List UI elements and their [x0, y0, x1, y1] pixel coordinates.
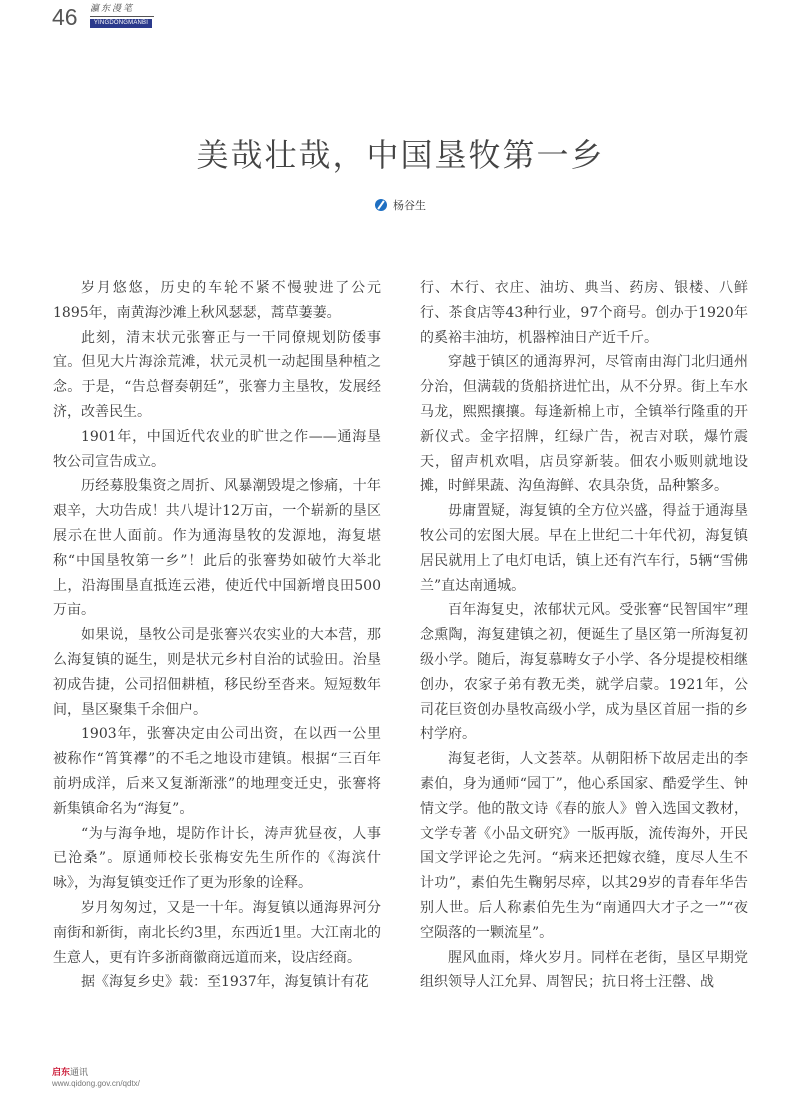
right-column: [420, 276, 748, 995]
byline: [0, 197, 801, 213]
paragraph: 据《海复乡史》载：至1937年，海复镇计有花: [81, 974, 369, 991]
pen-icon: [375, 199, 387, 211]
paragraph: 1903年，张謇决定由公司出资，在以西一公里被称作“筲箕襻”的不毛之地设市建镇。根据“三百年前坍成洋，后来又复渐渐涨”的地理变迁史，张謇将新集镇命名为“海复”。: [53, 726, 381, 817]
paragraph: 岁月匆匆过，又是一十年。海复镇以通海界河分南街和新街，南北长约3里，东西近1里。大江南北的生意人，更有许多浙商徽商远道而来，设店经商。: [53, 899, 381, 966]
paragraph: 历经募股集资之周折、风暴潮毁堤之惨痛，十年艰辛，大功告成！共八堤计12万亩，一个崭新的垦区展示在世人面前。作为通海垦牧的发源地，海复堪称“中国垦牧第一乡”！此后的张謇势如破竹大举北上，沿海围垦直抵连云港，使近代中国新增良田500万亩。: [53, 478, 381, 619]
paragraph: 1901年，中国近代农业的旷世之作——通海垦牧公司宣告成立。: [53, 428, 381, 470]
column-pinyin: YINGDONGMANBI: [90, 19, 152, 28]
footer-brand-part2: 通讯: [70, 1067, 89, 1077]
left-column: [53, 276, 381, 995]
paragraph: 此刻，清末状元张謇正与一干同僚规划防倭事宜。但见大片海涂荒滩，状元灵机一动起围垦种植之念。于是，“告总督奏朝廷”，张謇力主垦牧，发展经济，改善民生。: [53, 329, 381, 420]
paragraph: 如果说，垦牧公司是张謇兴农实业的大本营，那么海复镇的诞生，则是状元乡村自治的试验田。治垦初成告捷，公司招佃耕植，移民纷至沓来。短短数年间，垦区聚集千余佃户。: [53, 627, 381, 718]
footer: [52, 1067, 140, 1089]
paragraph: 岁月悠悠，历史的车轮不紧不慢驶进了公元1895年，南黄海沙滩上秋风瑟瑟，蒿草萋萋。: [53, 280, 381, 321]
author-name: 杨谷生: [393, 199, 426, 212]
paragraph: 海复老街，人文荟萃。从朝阳桥下故居走出的李素伯，身为通师“园丁”，他心系国家、酷爱学生、钟情文学。他的散文诗《春的旅人》曾入选国文教材，文学专著《小品文研究》一版再版，流传海外，开民国文学评论之先河。“病来还把嫁衣缝，度尽人生不计功”，素伯先生鞠躬尽瘁，以其29岁的青春年华告别人世。后人称素伯先生为“南通四大才子之一”“夜空陨落的一颗流星”。: [420, 751, 748, 941]
paragraph: “为与海争地，堤防作计长，涛声犹昼夜，人事已沧桑”。原通师校长张梅安先生所作的《海滨什咏》，为海复镇变迁作了更为形象的诠释。: [53, 825, 381, 892]
page-number: 46: [52, 4, 78, 30]
paragraph: 百年海复史，浓郁状元风。受张謇“民智国牢”理念熏陶，海复建镇之初，便诞生了垦区第一所海复初级小学。随后，海复慕畴女子小学、各分堤提校相继创办，农家子弟有教无类，就学启蒙。1921年，公司花巨资创办垦牧高级小学，成为垦区首屈一指的乡村学府。: [420, 602, 748, 743]
paragraph: 腥风血雨，烽火岁月。同样在老街，垦区早期党组织领导人江允昇、周智民；抗日将士汪罄、战: [420, 949, 748, 991]
footer-brand-part1: 启东: [52, 1067, 71, 1077]
paragraph: 毋庸置疑，海复镇的全方位兴盛，得益于通海垦牧公司的宏图大展。早在上世纪二十年代初，海复镇居民就用上了电灯电话，镇上还有汽车行，5辆“雪佛兰”直达南通城。: [420, 503, 748, 594]
article-title: 美哉壮哉，中国垦牧第一乡: [196, 136, 605, 174]
footer-brand: [52, 1067, 140, 1078]
footer-url: www.qidong.gov.cn/qdtx/: [52, 1079, 140, 1088]
paragraph-continuation: 行、木行、衣庄、油坊、典当、药房、银楼、八鲜行、茶食店等43种行业，97个商号。创办于1920年的奚裕丰油坊，机器榨油日产近千斤。: [420, 280, 748, 346]
column-header: [90, 4, 154, 28]
paragraph: 穿越于镇区的通海界河，尽管南由海门北归通州分治，但满载的货船挤进忙出，从不分界。街上车水马龙，熙熙攘攘。每逢新棉上市，全镇举行隆重的开新仪式。金字招牌，红绿广告，祝吉对联，爆竹震天，留声机欢唱，店员穿新装。佃农小贩则就地设摊，时鲜果蔬、沟鱼海鲜、农具杂货，品种繁多。: [420, 354, 748, 495]
column-name: 瀛东漫笔: [90, 4, 154, 17]
